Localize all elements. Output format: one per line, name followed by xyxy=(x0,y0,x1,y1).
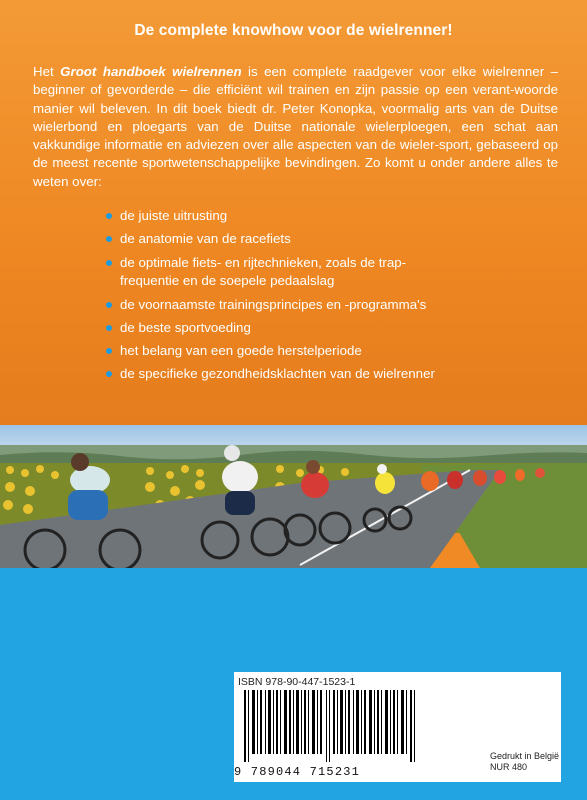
list-item: de juiste uitrusting xyxy=(106,207,435,230)
intro-paragraph xyxy=(33,63,558,191)
list-item: de beste sportvoeding xyxy=(106,319,435,342)
intro-text: is een complete raadgever voor elke wielrenner – beginner of gevorderde – die efficiënt wil trainen en zijn passie op een verant-woorde manier wil beleven. In dit boek biedt dr. Peter Konopka, voormalig arts van de Duitse wielerbond en ploegarts van de Duitse nationale wielerploegen, een schat aan vakkundige informatie en adviezen over alle aspecten van de wieler-sport, gebaseerd op de meest recente sportwetenschappelijke bevindingen. Zo komt u onder andere alles te weten over: xyxy=(33,64,558,189)
intro-prefix: Het xyxy=(33,64,61,79)
bullet-dot-icon xyxy=(106,348,112,354)
barcode-icon xyxy=(244,690,422,762)
bullet-dot-icon xyxy=(106,371,112,377)
barcode-label xyxy=(234,672,561,782)
cycling-peloton-photo xyxy=(0,425,587,568)
topics-list xyxy=(106,207,435,389)
barcode-digits: 9 789044 715231 xyxy=(234,765,361,779)
list-item: de voornaamste trainingsprincipes en -programma's xyxy=(106,296,435,319)
isbn-text: ISBN 978-90-447-1523-1 xyxy=(238,676,356,688)
nur-code: NUR 480 xyxy=(490,762,528,772)
bullet-dot-icon xyxy=(106,302,112,308)
back-cover-title: De complete knowhow voor de wielrenner! xyxy=(134,22,453,39)
printed-in-text: Gedrukt in België xyxy=(490,751,560,761)
list-item: de anatomie van de racefiets xyxy=(106,230,435,253)
book-title: Groot handboek wielrennen xyxy=(60,64,242,79)
list-item: de specifieke gezondheidsklachten van de wielrenner xyxy=(106,365,435,388)
print-info xyxy=(490,751,559,773)
bullet-dot-icon xyxy=(106,260,112,266)
list-item: de optimale fiets- en rijtechnieken, zoals de trap- frequentie en de soepele pedaalslag xyxy=(106,254,435,296)
bullet-dot-icon xyxy=(106,325,112,331)
list-item: het belang van een goede herstelperiode xyxy=(106,342,435,365)
bullet-dot-icon xyxy=(106,236,112,242)
bullet-dot-icon xyxy=(106,213,112,219)
